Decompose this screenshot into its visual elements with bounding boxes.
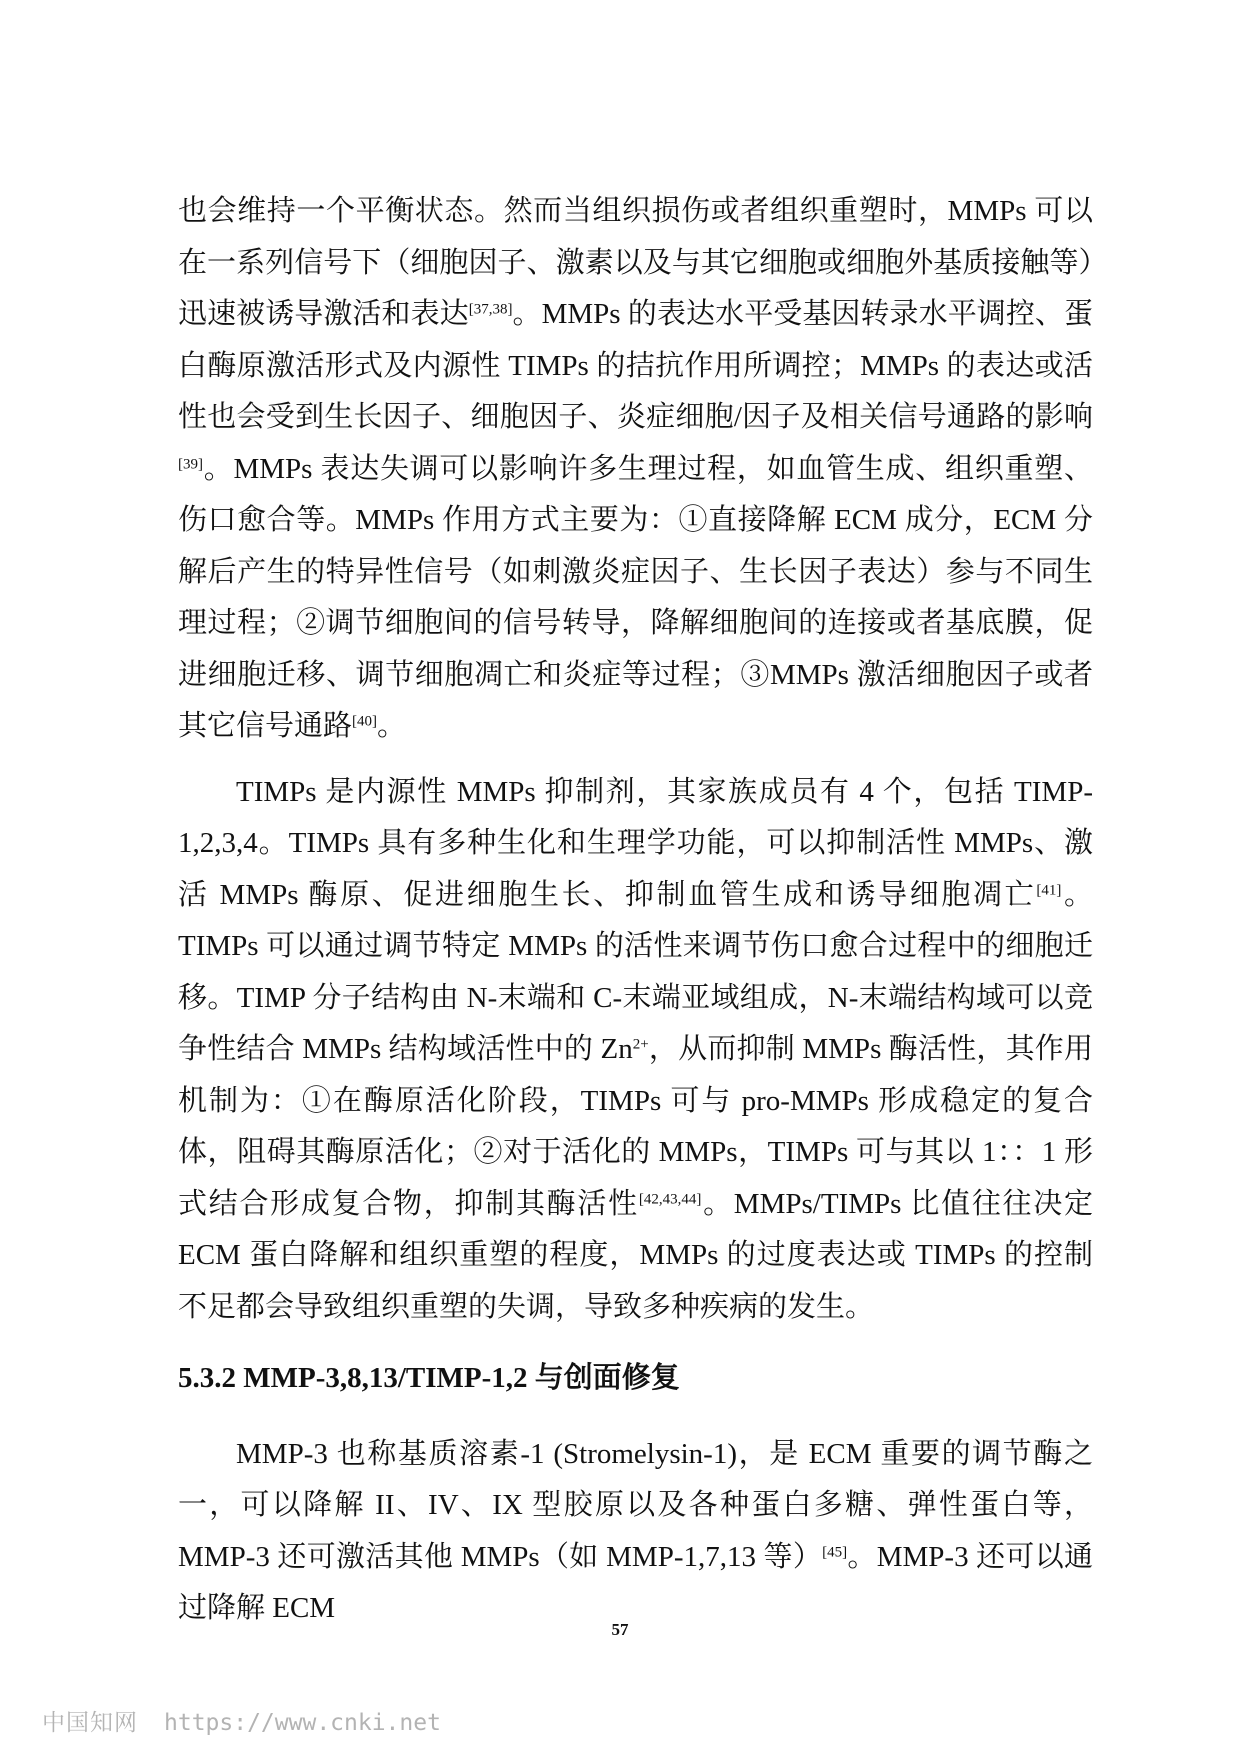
paragraph-gap <box>178 753 1093 767</box>
citation: [40] <box>352 713 378 730</box>
paragraph-text: TIMPs 是内源性 MMPs 抑制剂，其家族成员有 4 个，包括 TIMP-1,2,3,4。TIMPs 具有多种生化和生理学功能，可以抑制活性 MMPs、激活 MMPs 酶原、促进细胞生长、抑制血管生成和诱导细胞凋亡 <box>178 775 1093 911</box>
body-text <box>178 186 1093 1635</box>
paragraph-text: 。MMPs 的表达水平受基因转录水平调控、蛋白酶原激活形式及内源性 TIMPs 的拮抗作用所调控；MMPs 的表达或活性也会受到生长因子、细胞因子、炎症细胞/因子及相关信号通路的影响 <box>178 298 1093 433</box>
paragraph-mmps-regulation <box>178 186 1093 753</box>
paragraph-text: MMP-3 也称基质溶素-1 (Stromelysin-1)，是 ECM 重要的调节酶之一，可以降解 II、IV、IX 型胶原以及各种蛋白多糖、弹性蛋白等，MMP-3 还可激活其他 MMPs（如 MMP-1,7,13 等） <box>178 1437 1093 1573</box>
citation: [37,38] <box>468 301 513 318</box>
citation: [42,43,44] <box>638 1190 702 1207</box>
paragraph-text: 。MMPs/TIMPs 比值往往决定 ECM 蛋白降解和组织重塑的程度，MMPs 的过度表达或 TIMPs 的控制不足都会导致组织重塑的失调，导致多种疾病的发生。 <box>178 1187 1093 1323</box>
paragraph-text: 。MMP-3 还可以通过降解 ECM <box>178 1540 1094 1624</box>
superscript-charge: 2+ <box>632 1036 649 1053</box>
citation: [39] <box>178 455 203 472</box>
paragraph-text: 也会维持一个平衡状态。然而当组织损伤或者组织重塑时，MMPs 可以在一系列信号下（细胞因子、激素以及与其它细胞或细胞外基质接触等）迅速被诱导激活和表达 <box>178 195 1093 330</box>
page-number: 57 <box>611 1620 629 1639</box>
paragraph-text: ，从而抑制 MMPs 酶活性，其作用机制为：①在酶原活化阶段，TIMPs 可与 pro-MMPs 形成稳定的复合体，阻碍其酶原活化；②对于活化的 MMPs，TIMPs 可与其以 1：：1 形式结合形成复合物，抑制其酶活性 <box>178 1033 1093 1220</box>
citation: [45] <box>822 1543 848 1560</box>
footer-watermark <box>42 1704 441 1737</box>
citation: [41] <box>1036 881 1062 898</box>
section-heading: 5.3.2 MMP-3,8,13/TIMP-1,2 与创面修复 <box>178 1362 680 1394</box>
paragraph-text: 。MMPs 表达失调可以影响许多生理过程，如血管生成、组织重塑、伤口愈合等。MMPs 作用方式主要为：①直接降解 ECM 成分，ECM 分解后产生的特异性信号（如刺激炎症因子、生长因子表达）参与不同生理过程；②调节细胞间的信号转导，降解细胞间的连接或者基底膜，促进细胞迁移、调节细胞凋亡和炎症等过程；③MMPs 激活细胞因子或者其它信号通路 <box>178 452 1093 742</box>
paragraph-mmp3 <box>178 1429 1093 1635</box>
paragraph-timps <box>178 767 1093 1334</box>
footer-brand: 中国知网 <box>42 1710 138 1736</box>
paragraph-text: 。TIMPs 可以通过调节特定 MMPs 的活性来调节伤口愈合过程中的细胞迁移。TIMP 分子结构由 N-末端和 C-末端亚域组成，N-末端结构域可以竞争性结合 MMPs 结构域活性中的 Zn <box>178 878 1093 1065</box>
footer-url[interactable]: https://www.cnki.net <box>164 1710 441 1736</box>
paragraph-text: 。 <box>377 710 407 742</box>
